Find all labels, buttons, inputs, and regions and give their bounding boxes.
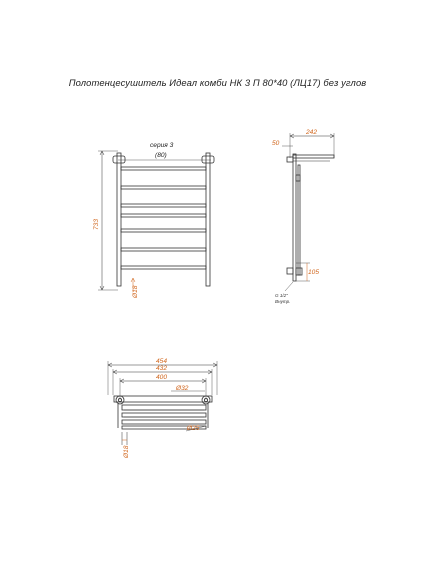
height-dimension: 733 <box>93 218 100 230</box>
shelf-profile <box>293 155 334 158</box>
right-rail <box>206 153 210 286</box>
front-pipe-diameter: Ø18 <box>132 285 139 298</box>
side-rail <box>293 154 296 281</box>
rungs <box>121 167 206 269</box>
bottom-offset-dimension: 105 <box>308 269 320 276</box>
front-view <box>98 151 214 292</box>
nut-diameter: Ø32 <box>176 385 189 392</box>
top-bar <box>114 396 212 402</box>
top-pipe-diameter: Ø18 <box>123 445 130 458</box>
left-connector <box>113 156 125 163</box>
drawing-title: Полотенцесушитель Идеал комби НК 3 П 80*40 (ЛЦ17) без углов <box>68 77 367 88</box>
bottom-wall-connector <box>287 268 293 274</box>
top-offset-dimension: 50 <box>272 140 280 147</box>
right-connector <box>202 156 214 163</box>
left-rail <box>117 153 121 286</box>
bar-diameter: Ø25 <box>187 425 200 432</box>
thread-label: G 1/2" <box>275 293 288 298</box>
series-width-label: (80) <box>155 152 167 159</box>
depth-dimension: 242 <box>306 129 318 136</box>
width-outer-dimension: 454 <box>156 358 168 365</box>
width-inner-dimension: 400 <box>156 374 168 381</box>
series-label: серия 3 <box>150 142 174 149</box>
thread-note: Внутр. <box>275 299 291 304</box>
side-view <box>282 133 334 291</box>
width-mid-dimension: 432 <box>156 365 168 372</box>
